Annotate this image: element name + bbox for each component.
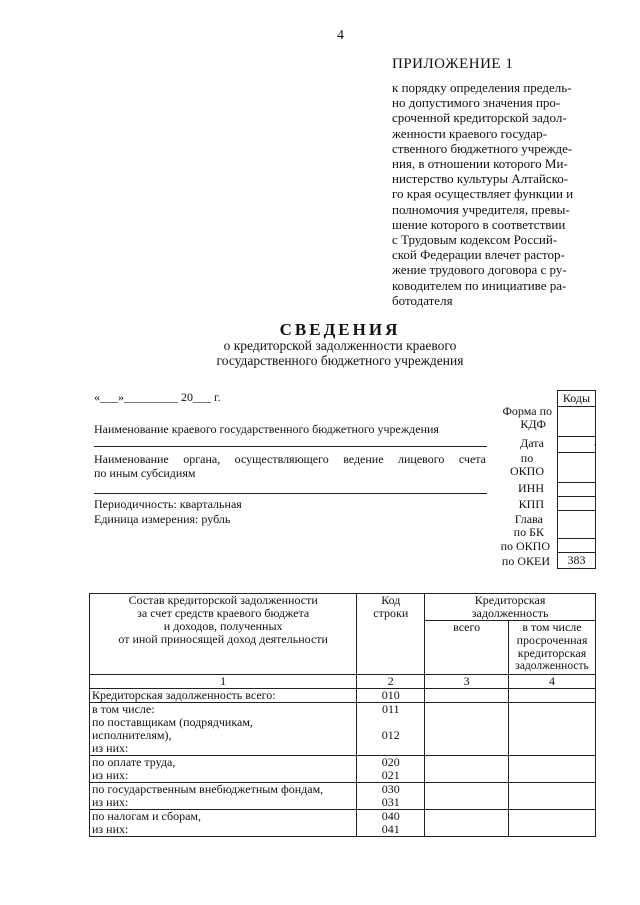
appendix-line: сроченной кредиторской задол- xyxy=(392,110,567,126)
code-line: 012 xyxy=(381,728,400,742)
label-line: по БК xyxy=(513,525,544,539)
label-line: по государственным внебюджетным фондам, xyxy=(92,782,324,796)
header-line: Кредиторская xyxy=(474,593,546,607)
cell-total[interactable] xyxy=(425,783,509,810)
okei-label: по ОКЕИ xyxy=(501,554,550,568)
cell-overdue[interactable] xyxy=(509,703,596,756)
label-line: по xyxy=(520,451,534,465)
code-cell-okpo[interactable] xyxy=(558,453,596,483)
appendix-line: ственного бюджетного учрежде- xyxy=(392,140,573,156)
header-composition xyxy=(90,594,357,675)
header-line: за счет средств краевого бюджета xyxy=(137,606,310,620)
label-line: исполнителям), xyxy=(92,728,172,742)
code-cell-date[interactable]: ' xyxy=(558,437,596,453)
code-line: 020 xyxy=(381,755,400,769)
table-row xyxy=(90,783,596,810)
cell-total[interactable] xyxy=(425,756,509,783)
cell-total[interactable] xyxy=(425,810,509,837)
kpp-label: КПП xyxy=(518,497,544,511)
label-line: из них: xyxy=(92,768,129,782)
label-line: по поставщикам (подрядчикам, xyxy=(92,715,253,729)
cell-overdue[interactable] xyxy=(509,756,596,783)
cell-overdue[interactable] xyxy=(509,783,596,810)
label-line: Форма по xyxy=(502,404,552,418)
row-code xyxy=(357,703,425,756)
header-line: в том числе xyxy=(522,620,582,634)
header-line: и доходов, полученных xyxy=(163,619,283,633)
header-line: от иной приносящей доход деятельности xyxy=(118,632,328,646)
header-line: задолженность xyxy=(515,660,589,672)
row-code xyxy=(357,783,425,810)
appendix-line: ния, в отношении которого Ми- xyxy=(392,156,568,172)
appendix-line: ководителем по инициативе ра- xyxy=(392,277,567,293)
header-line: просроченная xyxy=(516,633,588,647)
header-debt xyxy=(425,594,596,621)
header-line: строки xyxy=(373,606,409,620)
code-cell-glava[interactable] xyxy=(558,511,596,539)
okpo2-label: по ОКПО xyxy=(500,539,550,553)
row-label xyxy=(90,810,357,837)
codes-table xyxy=(557,390,596,569)
table-row xyxy=(90,810,596,837)
header-overdue xyxy=(509,621,596,675)
divider xyxy=(94,446,487,447)
code-line: 030 xyxy=(381,782,400,796)
document-title: СВЕДЕНИЯ xyxy=(279,320,401,339)
table-row xyxy=(90,703,596,756)
appendix-line: ской Федерации влечет растор- xyxy=(392,247,565,263)
row-label xyxy=(90,783,357,810)
appendix-line: с Трудовым кодексом Россий- xyxy=(392,232,558,248)
code-cell-okei[interactable]: 383 xyxy=(558,553,596,569)
divider xyxy=(94,493,487,494)
col-number-4: 4 xyxy=(509,675,596,689)
form-kdf-label xyxy=(502,405,552,431)
header-code xyxy=(357,594,425,675)
appendix-line: полномочия учредителя, превы- xyxy=(392,201,570,217)
label-line: в том числе: xyxy=(92,702,155,716)
code-cell-inn[interactable] xyxy=(558,483,596,497)
report-date-line: «___»_________ 20___ г. xyxy=(94,390,221,404)
header-total: всего xyxy=(425,621,509,675)
appendix-text xyxy=(392,80,592,308)
label-line: из них: xyxy=(92,741,129,755)
appendix-line: жение трудового договора с ру- xyxy=(392,262,567,278)
label-line: из них: xyxy=(92,795,129,809)
table-row xyxy=(90,689,596,703)
appendix-title: ПРИЛОЖЕНИЕ 1 xyxy=(392,56,514,72)
institution-name-label: Наименование краевого государственного бюджетного учреждения xyxy=(94,422,439,436)
authority-label xyxy=(94,452,486,480)
row-label: Кредиторская задолженность всего: xyxy=(90,689,357,703)
row-code xyxy=(357,756,425,783)
col-number-2: 2 xyxy=(357,675,425,689)
appendix-line: нистерство культуры Алтайско- xyxy=(392,171,569,187)
table-row xyxy=(90,756,596,783)
authority-line: Наименование органа, осуществляющего ведение лицевого счета xyxy=(94,452,486,466)
label-line: по налогам и сборам, xyxy=(92,809,202,823)
label-line: по оплате труда, xyxy=(92,755,176,769)
date-label: Дата xyxy=(520,436,544,450)
code-line: 021 xyxy=(381,768,400,782)
code-cell-okpo2[interactable] xyxy=(558,539,596,553)
code-cell-kpp[interactable] xyxy=(558,497,596,511)
label-line: Глава xyxy=(514,512,543,526)
glava-label xyxy=(514,513,544,539)
appendix-line: к порядку определения предель- xyxy=(392,80,572,95)
cell-total[interactable] xyxy=(425,689,509,703)
debt-table xyxy=(89,593,596,837)
okpo-label xyxy=(510,452,544,478)
codes-header: Коды xyxy=(558,391,596,407)
col-number-3: 3 xyxy=(425,675,509,689)
document-subtitle xyxy=(0,338,640,368)
appendix-line: ботодателя xyxy=(392,292,453,308)
header-line: задолженность xyxy=(471,606,549,620)
subtitle-line: о кредиторской задолженности краевого xyxy=(223,338,457,353)
code-line: 011 xyxy=(381,702,400,716)
col-number-1: 1 xyxy=(90,675,357,689)
periodicity-label: Периодичность: квартальная xyxy=(94,497,242,511)
code-cell-kdf[interactable] xyxy=(558,407,596,437)
code-line: 040 xyxy=(381,809,400,823)
label-line: ОКПО xyxy=(509,464,544,478)
subtitle-line: государственного бюджетного учреждения xyxy=(216,353,464,368)
label-line: из них: xyxy=(92,822,129,836)
cell-total[interactable] xyxy=(425,703,509,756)
authority-line: по иным субсидиям xyxy=(94,466,196,480)
code-line xyxy=(359,742,422,755)
header-line: Состав кредиторской задолженности xyxy=(128,593,318,607)
appendix-line: но допустимого значения про- xyxy=(392,95,561,111)
code-line: 031 xyxy=(381,795,400,809)
inn-label: ИНН xyxy=(518,481,544,495)
appendix-line: го края осуществляет функции и xyxy=(392,186,574,202)
page-number: 4 xyxy=(337,28,344,43)
label-line: КДФ xyxy=(520,417,546,431)
row-code: 010 xyxy=(357,689,425,703)
row-label xyxy=(90,703,357,756)
cell-overdue[interactable] xyxy=(509,689,596,703)
code-line: 041 xyxy=(381,822,400,836)
unit-label: Единица измерения: рубль xyxy=(94,512,231,526)
row-label xyxy=(90,756,357,783)
appendix-line: женности краевого государ- xyxy=(392,125,547,141)
header-line: кредиторская xyxy=(517,646,587,660)
row-code xyxy=(357,810,425,837)
cell-overdue[interactable] xyxy=(509,810,596,837)
header-line: Код xyxy=(381,593,401,607)
appendix-line: шение которого в соответствии xyxy=(392,216,566,232)
